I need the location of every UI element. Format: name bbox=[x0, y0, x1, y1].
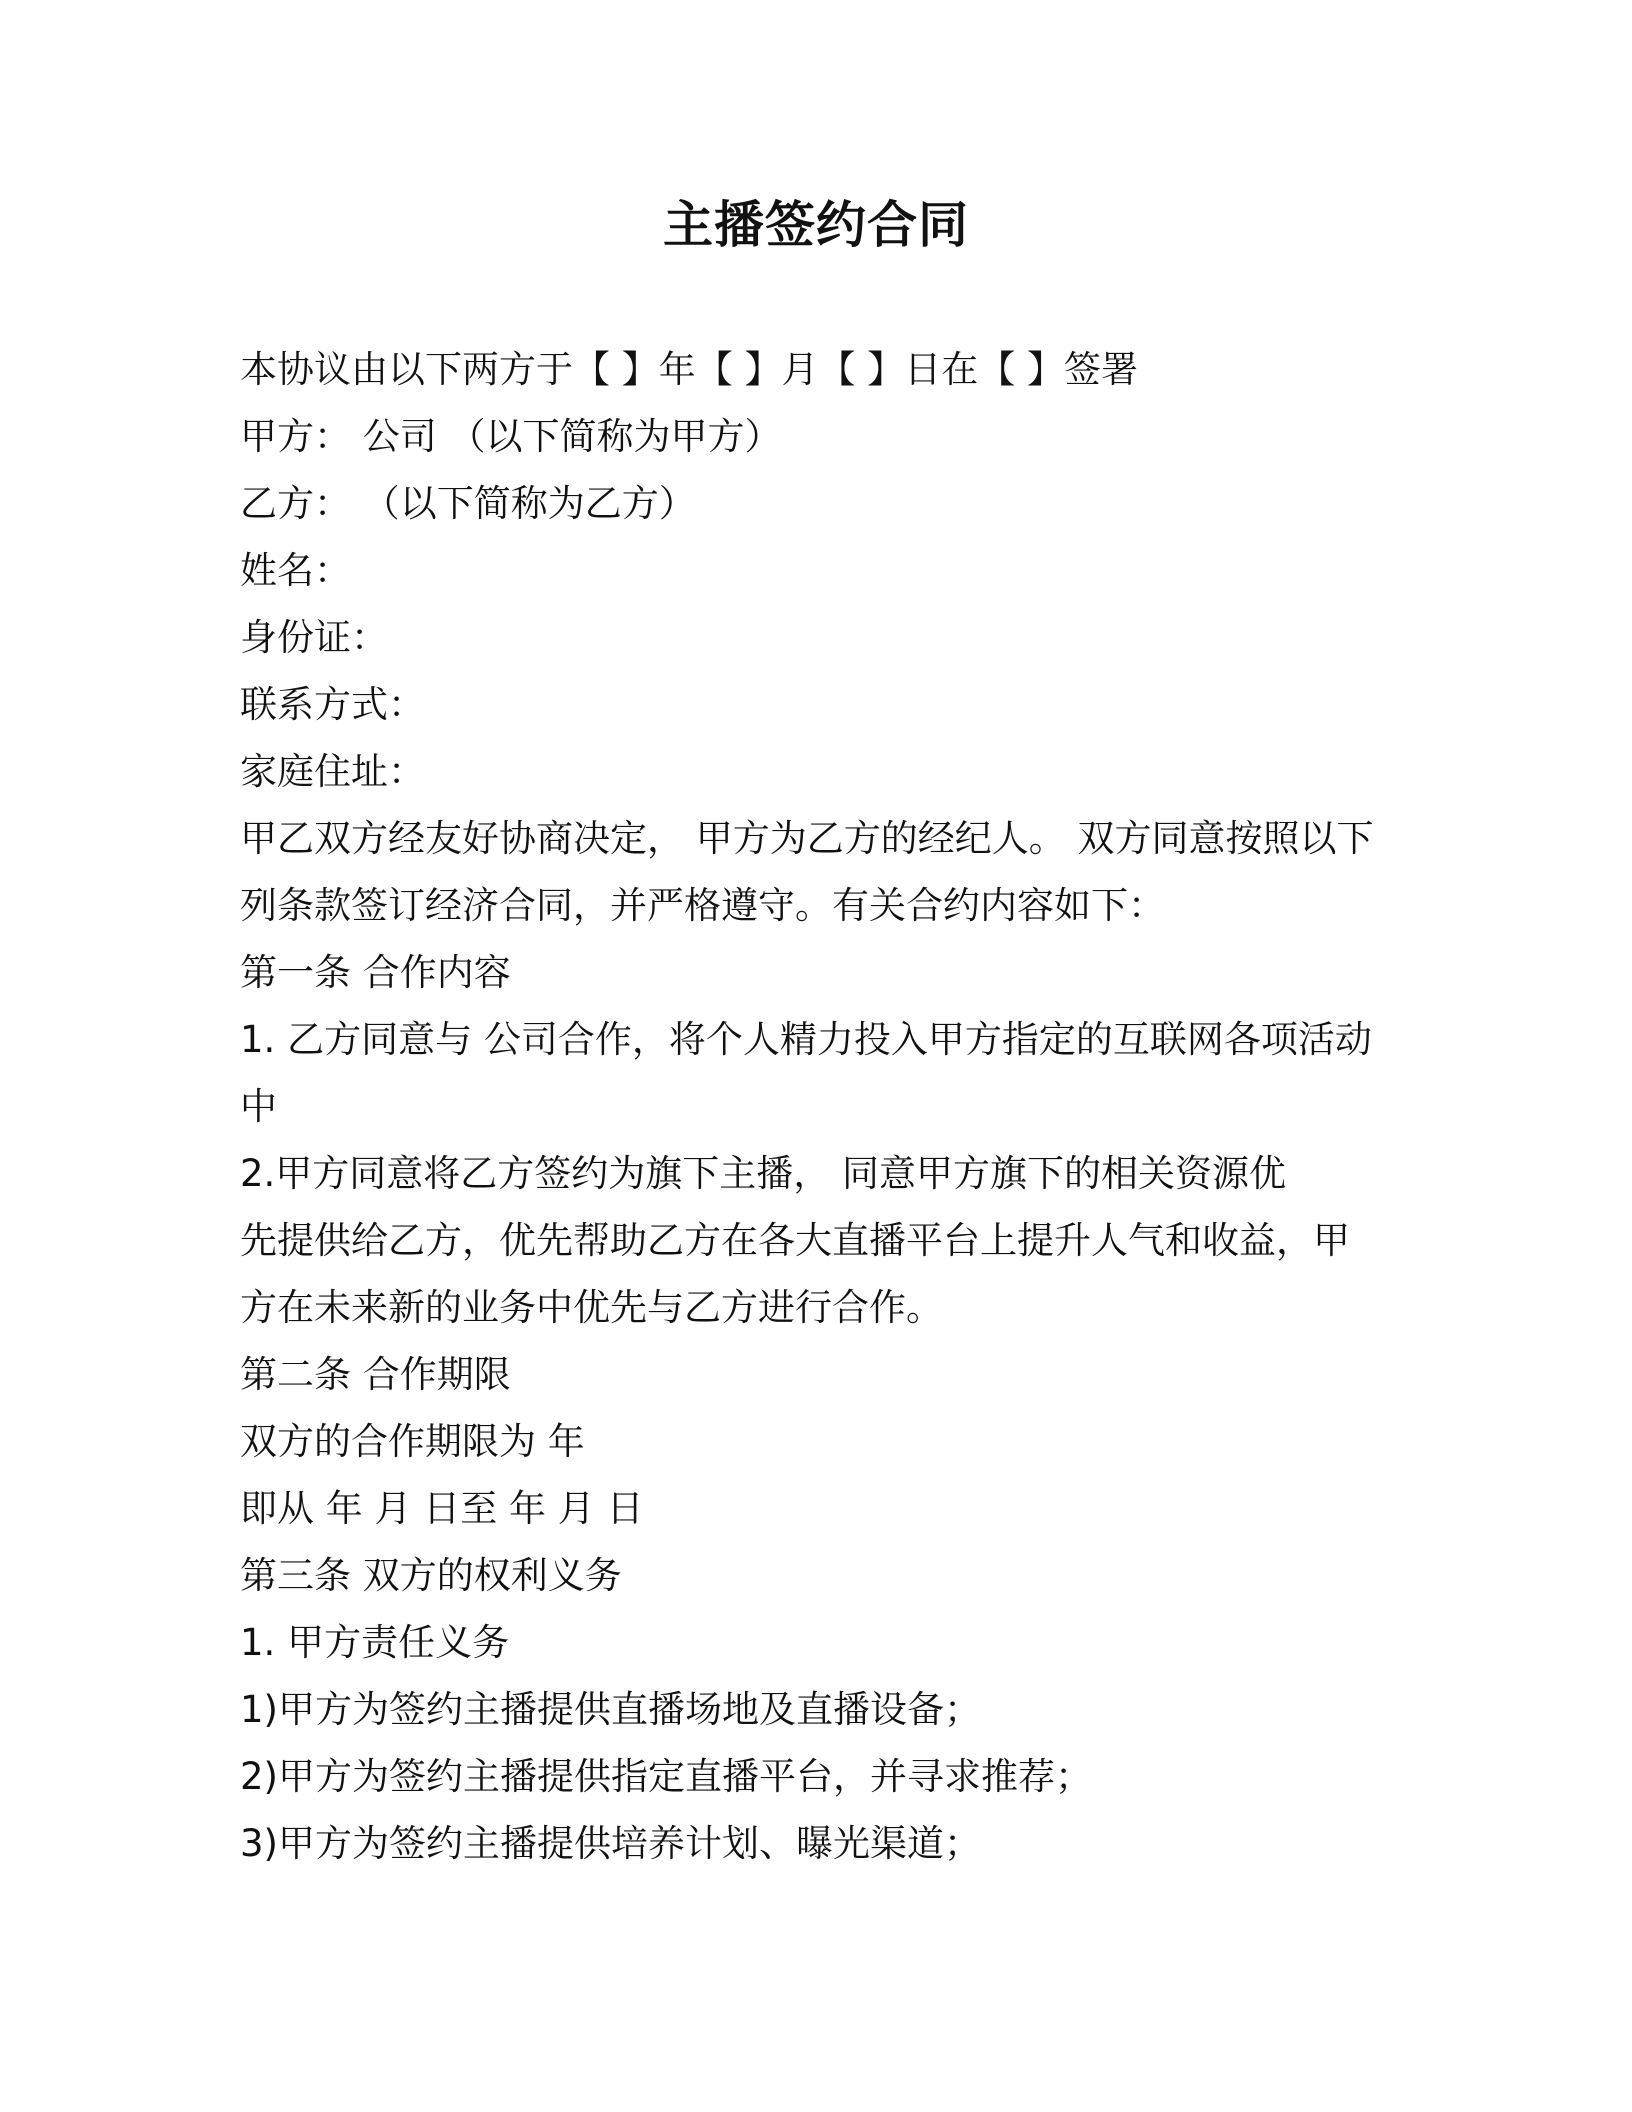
text-line: 中 bbox=[240, 1085, 277, 1128]
text-line: 本协议由以下两方于【 】年【 】月【 】日在【 】签署 bbox=[240, 348, 1139, 391]
text-line: 家庭住址： bbox=[240, 750, 425, 793]
section-heading: 第二条 合作期限 bbox=[240, 1353, 511, 1396]
text-line: 即从 年 月 日至 年 月 日 bbox=[240, 1487, 644, 1530]
text-line: 先提供给乙方，优先帮助乙方在各大直播平台上提升人气和收益，甲 bbox=[240, 1219, 1350, 1262]
section-heading: 第三条 双方的权利义务 bbox=[240, 1554, 622, 1597]
text-line: 双方的合作期限为 年 bbox=[240, 1420, 585, 1463]
document-body bbox=[240, 336, 1420, 1877]
text-line: 身份证： bbox=[240, 616, 388, 659]
text-line: 甲乙双方经友好协商决定， 甲方为乙方的经纪人。 双方同意按照以下 bbox=[240, 817, 1374, 860]
text-line: 1. 乙方同意与 公司合作，将个人精力投入甲方指定的互联网各项活动 bbox=[240, 1018, 1372, 1061]
text-line: 2)甲方为签约主播提供指定直播平台，并寻求推荐； bbox=[240, 1755, 1092, 1798]
text-line: 乙方： （以下简称为乙方） bbox=[240, 482, 696, 525]
text-line: 2.甲方同意将乙方签约为旗下主播， 同意甲方旗下的相关资源优 bbox=[240, 1152, 1287, 1195]
text-line: 甲方： 公司 （以下简称为甲方） bbox=[240, 415, 782, 458]
text-line: 3)甲方为签约主播提供培养计划、曝光渠道； bbox=[240, 1822, 981, 1865]
text-line: 1)甲方为签约主播提供直播场地及直播设备； bbox=[240, 1688, 981, 1731]
document-title: 主播签约合同 bbox=[663, 196, 969, 254]
text-line: 列条款签订经济合同，并严格遵守。有关合约内容如下： bbox=[240, 884, 1165, 927]
text-line: 方在未来新的业务中优先与乙方进行合作。 bbox=[240, 1286, 943, 1329]
text-line: 姓名： bbox=[240, 549, 351, 592]
section-heading: 第一条 合作内容 bbox=[240, 951, 511, 994]
text-line: 1. 甲方责任义务 bbox=[240, 1621, 510, 1664]
text-line: 联系方式： bbox=[240, 683, 425, 726]
